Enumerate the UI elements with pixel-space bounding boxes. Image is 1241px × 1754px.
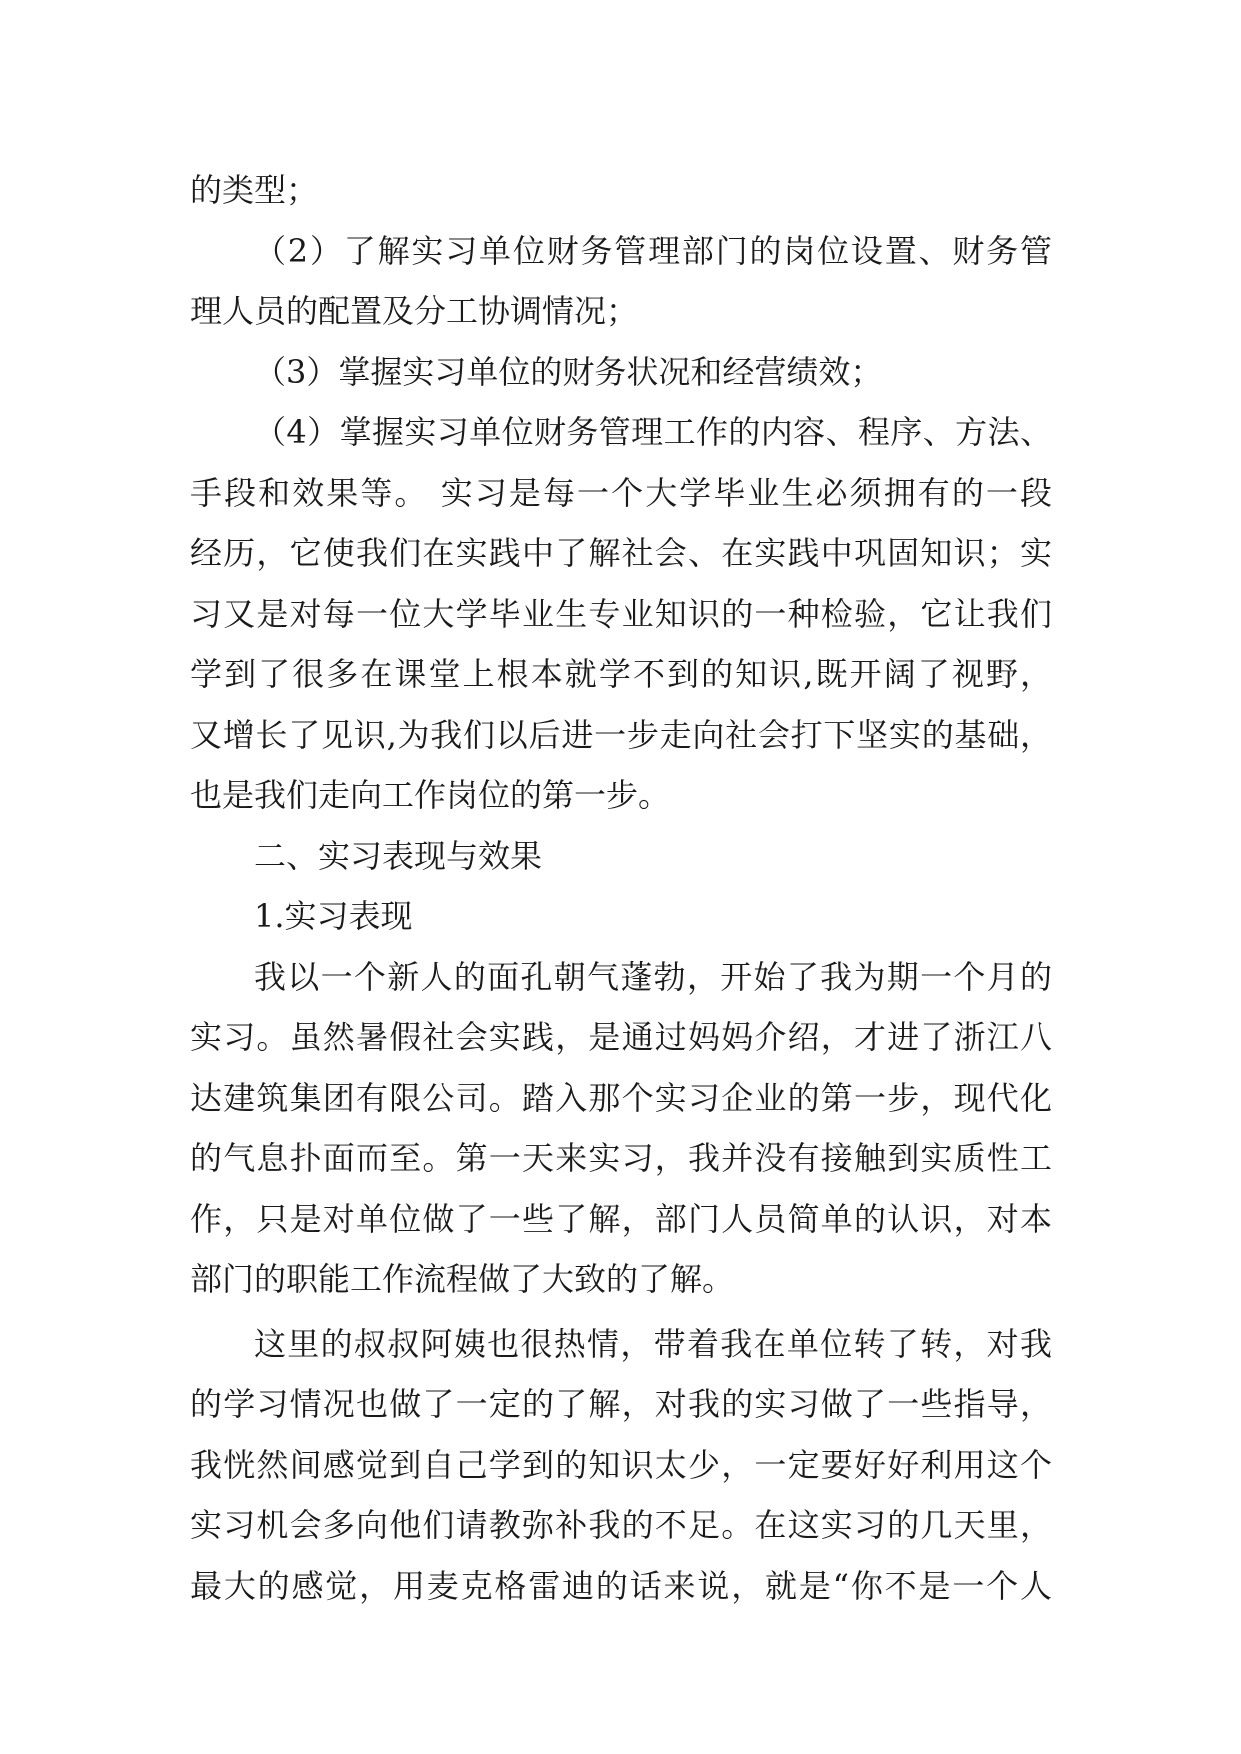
text-line: （3）掌握实习单位的财务状况和经营绩效；	[254, 352, 883, 391]
text-line: 达建筑集团有限公司。踏入那个实习企业的第一步，现代化	[190, 1078, 1052, 1117]
text-line: （2）了解实习单位财务管理部门的岗位设置、财务管	[254, 231, 1052, 270]
section-heading: 二、实习表现与效果	[254, 836, 543, 875]
text-line: 习又是对每一位大学毕业生专业知识的一种检验，它让我们	[190, 594, 1052, 633]
text-line: 我以一个新人的面孔朝气蓬勃，开始了我为期一个月的	[254, 957, 1052, 996]
text-line: 实习机会多向他们请教弥补我的不足。在这实习的几天里，	[190, 1506, 1052, 1544]
text-line: 的学习情况也做了一定的了解，对我的实习做了一些指导，	[190, 1385, 1052, 1423]
text-line: 实习。虽然暑假社会实践，是通过妈妈介绍，才进了浙江八	[190, 1018, 1052, 1056]
text-line: （4）掌握实习单位财务管理工作的内容、程序、方法、	[254, 413, 1052, 451]
text-line: 学到了很多在课堂上根本就学不到的知识,既开阔了视野，	[190, 655, 1052, 693]
text-line: 又增长了见识,为我们以后进一步走向社会打下坚实的基础，	[190, 715, 1052, 754]
subsection-heading: 1.实习表现	[254, 897, 413, 935]
text-line: 这里的叔叔阿姨也很热情，带着我在单位转了转，对我	[254, 1324, 1052, 1363]
text-line: 部门的职能工作流程做了大致的了解。	[190, 1260, 735, 1298]
text-line: 理人员的配置及分工协调情况；	[190, 292, 639, 330]
text-line: 最大的感觉，用麦克格雷迪的话来说，就是“你不是一个人	[190, 1566, 1052, 1605]
text-line: 的类型；	[190, 171, 319, 209]
text-line: 我恍然间感觉到自己学到的知识太少，一定要好好利用这个	[190, 1445, 1052, 1484]
text-line: 经历，它使我们在实践中了解社会、在实践中巩固知识；实	[190, 534, 1052, 572]
document-body	[190, 160, 1052, 1616]
text-line: 手段和效果等。 实习是每一个大学毕业生必须拥有的一段	[190, 473, 1052, 512]
text-line: 作，只是对单位做了一些了解，部门人员简单的认识，对本	[190, 1199, 1052, 1238]
text-line: 的气息扑面而至。第一天来实习，我并没有接触到实质性工	[190, 1139, 1052, 1177]
text-line: 也是我们走向工作岗位的第一步。	[190, 776, 671, 814]
